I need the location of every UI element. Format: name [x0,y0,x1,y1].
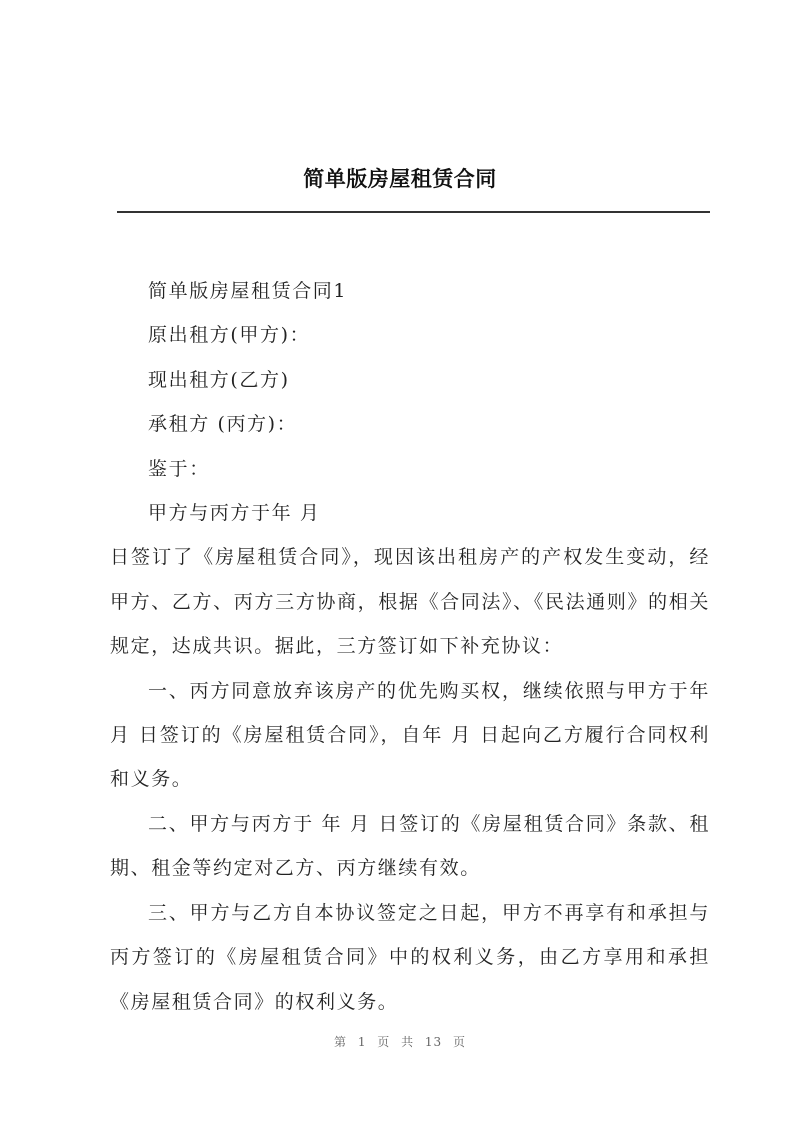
party-b-line: 现出租方(乙方) [148,368,290,391]
title-divider [117,211,710,213]
doc-heading-paragraph: 简单版房屋租赁合同1 [148,280,348,302]
page-number-footer: 第 1 页 共 13 页 [334,1035,466,1049]
clause-2-paragraph: 二、甲方与丙方于 年 月 日签订的《房屋租赁合同》条款、租期、租金等约定对乙方、丙方继续有效。 [110,812,710,880]
page-title: 简单版房屋租赁合同 [303,167,497,191]
party-c-line: 承租方 (丙方)： [148,413,298,436]
document-body [110,269,710,1024]
date-line: 甲方与丙方于年 月 [148,502,321,525]
clause-1-paragraph: 一、丙方同意放弃该房产的优先购买权，继续依照与甲方于年 月 日签订的《房屋租赁合同》，自年 月 日起向乙方履行合同权利和义务。 [110,679,710,791]
clause-3-paragraph: 三、甲方与乙方自本协议签定之日起，甲方不再享有和承担与丙方签订的《房屋租赁合同》中的权利义务，由乙方享用和承担《房屋租赁合同》的权利义务。 [110,901,710,1013]
preamble-paragraph: 日签订了《房屋租赁合同》，现因该出租房产的产权发生变动，经甲方、乙方、丙方三方协商，根据《合同法》、《民法通则》的相关规定，达成共识。据此，三方签订如下补充协议： [110,546,710,658]
party-a-line: 原出租方(甲方)： [148,324,311,347]
whereas-line: 鉴于： [148,457,210,480]
